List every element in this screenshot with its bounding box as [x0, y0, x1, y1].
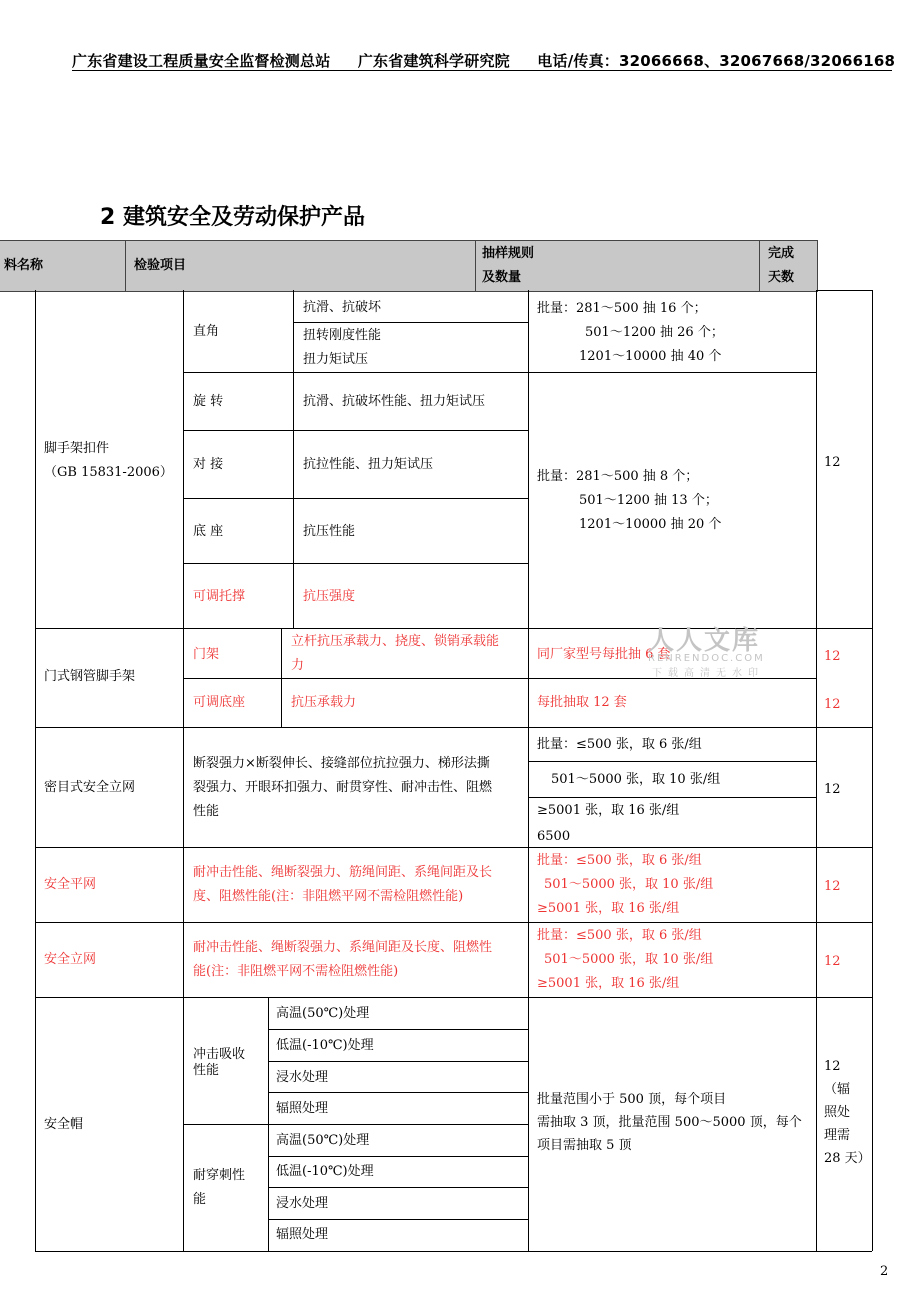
grid-line: [35, 290, 36, 1251]
door-sample-0: 同厂家型号每批抽 6 套: [537, 647, 671, 662]
flat-sample-1: 501～5000 张，取 10 张/组: [544, 877, 714, 892]
scaffold-days: 12: [824, 455, 841, 470]
helmet-g1-item-0: 高温(50℃)处理: [276, 1133, 370, 1148]
col-days-1: 完成: [768, 246, 795, 261]
scaffold-sample-b-0: 批量：281～500 抽 8 个；: [537, 469, 699, 484]
helmet-g0-item-3: 辐照处理: [276, 1101, 329, 1116]
header-org1: 广东省建设工程质量安全监督检测总站: [72, 52, 331, 70]
scaffold-sample-a-1: 501～1200 抽 26 个；: [585, 325, 724, 340]
vert-item-1: 能(注：非阻燃平网不需检阻燃性能): [193, 964, 399, 979]
door-item-0-1: 力: [291, 658, 305, 673]
grid-line: [268, 1061, 528, 1062]
scaffold-type-1: 旋 转: [193, 394, 224, 409]
helmet-days-0: 12: [824, 1059, 841, 1074]
door-type-0: 门架: [193, 647, 220, 662]
flat-name: 安全平网: [44, 877, 97, 892]
helmet-g0-item-1: 低温(-10℃)处理: [276, 1038, 374, 1053]
dense-item-1: 裂强力、开眼环扣强力、耐贯穿性、耐冲击性、阻燃: [193, 780, 493, 795]
door-sample-1: 每批抽取 12 套: [537, 695, 627, 710]
vert-days: 12: [824, 954, 841, 969]
scaffold-type-3: 底 座: [193, 524, 224, 539]
helmet-group-1-label-1: 能: [193, 1192, 207, 1207]
dense-item-0: 断裂强力×断裂伸长、接缝部位抗拉强力、梯形法撕: [193, 756, 490, 771]
vert-sample-0: 批量：≤500 张，取 6 张/组: [537, 928, 702, 943]
header-phone: 电话/传真：32066668、32067668/32066168: [537, 52, 896, 70]
vert-sample-2: ≥5001 张，取 16 张/组: [537, 976, 680, 991]
vert-item-0: 耐冲击性能、绳断裂强力、系绳间距及长度、阻燃性: [193, 940, 493, 955]
header-rule: [72, 70, 892, 71]
page-header: [72, 50, 917, 71]
watermark-sub: RENRENDOC.COM: [648, 653, 765, 664]
grid-line: [268, 1029, 528, 1030]
grid-line: [183, 372, 816, 373]
grid-line: [183, 563, 528, 564]
helmet-sample-2: 项目需抽取 5 顶: [537, 1138, 632, 1153]
grid-line: [528, 290, 529, 1251]
grid-line: [293, 322, 528, 323]
grid-line: [183, 430, 528, 431]
scaffold-item-1-0: 抗滑、抗破坏性能、扭力矩试压: [303, 394, 486, 409]
col-material: 料名称: [4, 258, 44, 273]
page-number: 2: [880, 1264, 889, 1279]
scaffold-type-4: 可调托撑: [193, 589, 246, 604]
scaffold-sample-b-2: 1201～10000 抽 20 个: [579, 517, 722, 532]
grid-line: [872, 290, 873, 1251]
grid-line: [35, 1251, 872, 1252]
dense-sample-1: 501～5000 张，取 10 张/组: [551, 772, 721, 787]
door-item-1-0: 抗压承载力: [291, 695, 357, 710]
flat-item-0: 耐冲击性能、绳断裂强力、筋绳间距、系绳间距及长: [193, 865, 493, 880]
dense-sample-3: 6500: [537, 829, 571, 844]
scaffold-type-2: 对 接: [193, 457, 224, 472]
flat-sample-2: ≥5001 张，取 16 张/组: [537, 901, 680, 916]
scaffold-sample-b-1: 501～1200 抽 13 个；: [579, 493, 718, 508]
grid-line: [35, 847, 872, 848]
grid-line: [528, 761, 816, 762]
helmet-group-0-label-1: 性能: [193, 1063, 220, 1078]
dense-item-2: 性能: [193, 804, 220, 819]
watermark: [648, 620, 765, 679]
helmet-g1-item-2: 浸水处理: [276, 1196, 329, 1211]
scaffold-item-2-0: 抗拉性能、扭力矩试压: [303, 457, 434, 472]
dense-sample-2: ≥5001 张，取 16 张/组: [537, 803, 680, 818]
grid-line: [183, 290, 184, 628]
scaffold-standard: （GB 15831-2006）: [44, 465, 173, 480]
grid-line: [268, 1092, 528, 1093]
flat-days: 12: [824, 879, 841, 894]
grid-line: [183, 498, 528, 499]
helmet-g0-item-2: 浸水处理: [276, 1070, 329, 1085]
helmet-days-2: 照处: [824, 1105, 851, 1120]
grid-line: [528, 797, 816, 798]
door-item-0-0: 立杆抗压承载力、挠度、锁销承载能: [291, 634, 500, 649]
table-header: [0, 240, 818, 292]
grid-line: [35, 922, 872, 923]
helmet-days-3: 理需: [824, 1128, 851, 1143]
dense-days: 12: [824, 782, 841, 797]
vert-name: 安全立网: [44, 952, 97, 967]
scaffold-item-0-1: 扭转刚度性能: [303, 328, 382, 343]
door-type-1: 可调底座: [193, 695, 246, 710]
door-days-0: 12: [824, 649, 841, 664]
col-sample-1: 抽样规则: [482, 246, 535, 261]
helmet-days-4: 28 天）: [824, 1151, 871, 1166]
scaffold-type-0: 直角: [193, 324, 220, 339]
grid-line: [183, 847, 184, 997]
helmet-group-0-label-0: 冲击吸收: [193, 1047, 246, 1062]
section-title: 2 建筑安全及劳动保护产品: [100, 205, 365, 230]
col-days-2: 天数: [768, 270, 795, 285]
helmet-sample-1: 需抽取 3 顶，批量范围 500～5000 顶，每个: [537, 1115, 802, 1130]
grid-line: [816, 290, 817, 1251]
dense-name: 密目式安全立网: [44, 780, 136, 795]
scaffold-sample-a-2: 1201～10000 抽 40 个: [579, 349, 722, 364]
helmet-name: 安全帽: [44, 1117, 84, 1132]
vert-sample-1: 501～5000 张，取 10 张/组: [544, 952, 714, 967]
helmet-g1-item-1: 低温(-10℃)处理: [276, 1164, 374, 1179]
dense-sample-0: 批量：≤500 张，取 6 张/组: [537, 737, 702, 752]
scaffold-sample-a-0: 批量：281～500 抽 16 个；: [537, 301, 707, 316]
door-days-1: 12: [824, 697, 841, 712]
watermark-slogan: 下载高清无水印: [652, 668, 764, 679]
grid-line: [183, 1124, 528, 1125]
col-item: 检验项目: [134, 258, 187, 273]
helmet-group-1-label-0: 耐穿刺性: [193, 1168, 246, 1183]
scaffold-name: 脚手架扣件: [44, 441, 110, 456]
helmet-days-1: （辐: [824, 1082, 851, 1097]
grid-line: [268, 1156, 528, 1157]
grid-line: [183, 727, 184, 847]
helmet-g0-item-0: 高温(50℃)处理: [276, 1006, 370, 1021]
helmet-g1-item-3: 辐照处理: [276, 1227, 329, 1242]
scaffold-item-4-0: 抗压强度: [303, 589, 356, 604]
grid-line: [293, 290, 294, 628]
grid-line: [816, 290, 872, 291]
grid-line: [268, 1219, 528, 1220]
flat-item-1: 度、阻燃性能(注：非阻燃平网不需检阻燃性能): [193, 889, 464, 904]
scaffold-item-0-0: 抗滑、抗破坏: [303, 300, 382, 315]
scaffold-item-3-0: 抗压性能: [303, 524, 356, 539]
flat-sample-0: 批量：≤500 张，取 6 张/组: [537, 853, 702, 868]
col-sample-2: 及数量: [482, 270, 522, 285]
grid-line: [35, 997, 872, 998]
header-org2: 广东省建筑科学研究院: [357, 52, 510, 70]
scaffold-item-0-2: 扭力矩试压: [303, 352, 369, 367]
helmet-sample-0: 批量范围小于 500 顶，每个项目: [537, 1092, 727, 1107]
grid-line: [35, 727, 872, 728]
grid-line: [268, 1187, 528, 1188]
watermark-main: 人人文库: [648, 626, 761, 656]
door-name: 门式钢管脚手架: [44, 669, 136, 684]
